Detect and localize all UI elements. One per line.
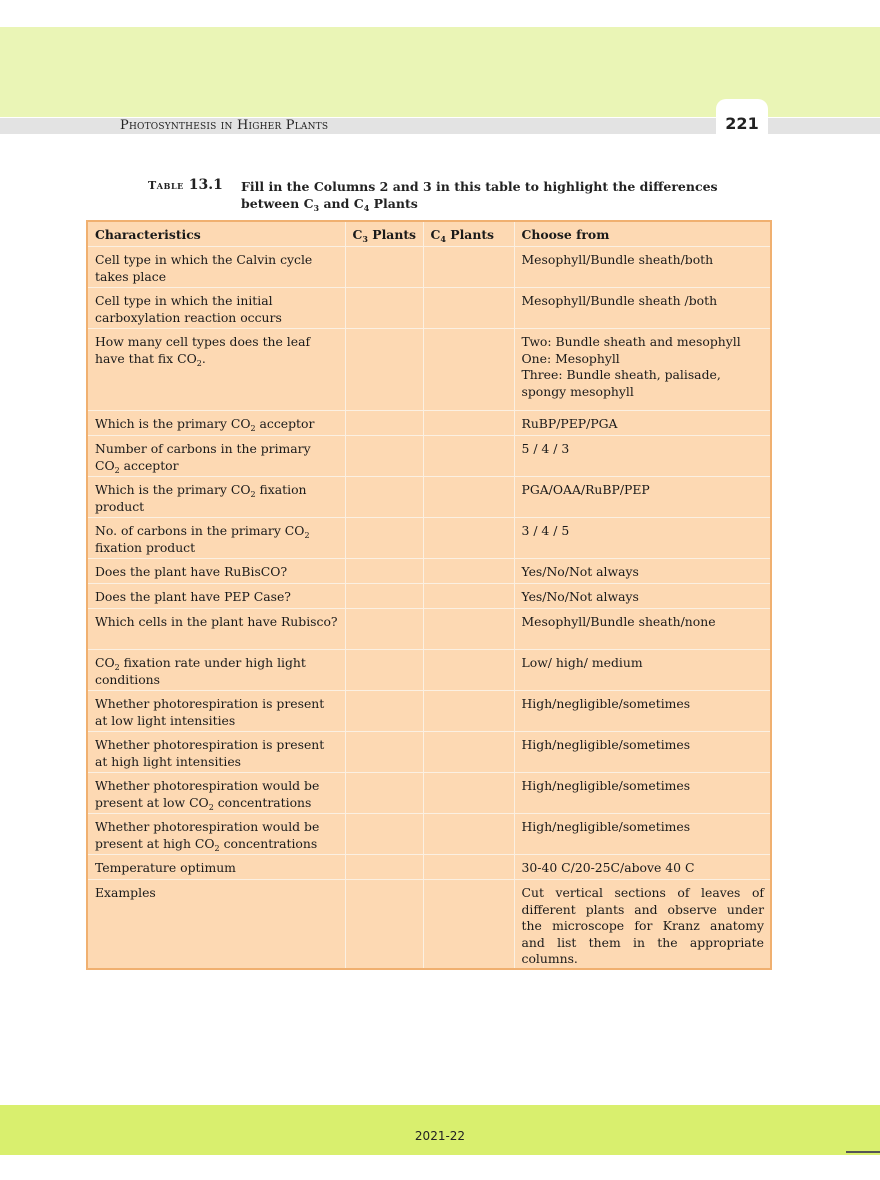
cell-c4-plants: [423, 436, 514, 477]
cell-choose-from: RuBP/PEP/PGA: [514, 411, 771, 436]
table-label-word: Table: [148, 179, 184, 192]
table-row: [87, 436, 771, 477]
cell-c4-plants: [423, 814, 514, 855]
cell-c4-plants: [423, 329, 514, 411]
cell-characteristic: $CO_2$ fixation rate under high light conditions: [87, 650, 345, 691]
table-row: [87, 650, 771, 691]
cell-c4-plants: [423, 288, 514, 329]
cell-characteristic: Which cells in the plant have Rubisco?: [87, 609, 345, 650]
cell-c4-plants: [423, 609, 514, 650]
header-c4-plants: $C_4$ Plants: [423, 221, 514, 247]
header-c3-plants: $C_3$ Plants: [345, 221, 423, 247]
cell-choose-from: Two: Bundle sheath and mesophyll One: Mesophyll Three: Bundle sheath, palisade, spongy mesophyll: [514, 329, 771, 411]
cell-c3-plants: [345, 650, 423, 691]
cell-c4-plants: [423, 584, 514, 609]
cell-characteristic: Number of carbons in the primary $CO_2$ acceptor: [87, 436, 345, 477]
cell-c3-plants: [345, 411, 423, 436]
table-row: [87, 477, 771, 518]
cell-choose-from: PGA/OAA/RuBP/PEP: [514, 477, 771, 518]
cell-choose-from: Yes/No/Not always: [514, 559, 771, 584]
cell-c3-plants: [345, 559, 423, 584]
cell-choose-from: High/negligible/sometimes: [514, 773, 771, 814]
table-caption-text: Fill in the Columns 2 and 3 in this table to highlight the differences between $C_3$ and $C_4$ Plants: [241, 179, 718, 213]
cell-choose-from: High/negligible/sometimes: [514, 691, 771, 732]
cell-c3-plants: [345, 814, 423, 855]
cell-characteristic: Does the plant have PEP Case?: [87, 584, 345, 609]
table-row: [87, 288, 771, 329]
cell-choose-from: Mesophyll/Bundle sheath /both: [514, 288, 771, 329]
cell-characteristic: How many cell types does the leaf have that fix $CO_2$.: [87, 329, 345, 411]
cell-choose-from: 5 / 4 / 3: [514, 436, 771, 477]
cell-c3-plants: [345, 609, 423, 650]
cell-c3-plants: [345, 880, 423, 970]
footer-rule: [846, 1151, 880, 1153]
cell-characteristic: Temperature optimum: [87, 855, 345, 880]
cell-c3-plants: [345, 855, 423, 880]
cell-characteristic: Whether photorespiration would be present at low $CO_2$ concentrations: [87, 773, 345, 814]
cell-c4-plants: [423, 411, 514, 436]
cell-characteristic: Whether photorespiration is present at high light intensities: [87, 732, 345, 773]
cell-c3-plants: [345, 773, 423, 814]
cell-choose-from: 30-40 C/20-25C/above 40 C: [514, 855, 771, 880]
table-row: [87, 559, 771, 584]
cell-c4-plants: [423, 518, 514, 559]
table-row: [87, 732, 771, 773]
cell-c4-plants: [423, 732, 514, 773]
cell-c3-plants: [345, 436, 423, 477]
page-number: 221: [725, 114, 759, 133]
cell-characteristic: Which is the primary $CO_2$ fixation product: [87, 477, 345, 518]
cell-c3-plants: [345, 518, 423, 559]
table-row: [87, 814, 771, 855]
cell-choose-from: Mesophyll/Bundle sheath/none: [514, 609, 771, 650]
cell-c4-plants: [423, 477, 514, 518]
cell-c4-plants: [423, 691, 514, 732]
cell-characteristic: Whether photorespiration is present at low light intensities: [87, 691, 345, 732]
table-row: [87, 329, 771, 411]
table-row: [87, 247, 771, 288]
cell-characteristic: Which is the primary $CO_2$ acceptor: [87, 411, 345, 436]
cell-characteristic: No. of carbons in the primary $CO_2$ fixation product: [87, 518, 345, 559]
table-label: [148, 177, 223, 193]
cell-choose-from: Low/ high/ medium: [514, 650, 771, 691]
cell-c3-plants: [345, 691, 423, 732]
table-label-number: 13.1: [188, 177, 223, 193]
cell-characteristic: Does the plant have RuBisCO?: [87, 559, 345, 584]
running-head: Photosynthesis in Higher Plants: [120, 118, 329, 133]
cell-c4-plants: [423, 855, 514, 880]
cell-c4-plants: [423, 247, 514, 288]
cell-choose-from: 3 / 4 / 5: [514, 518, 771, 559]
cell-c3-plants: [345, 288, 423, 329]
table-row: [87, 411, 771, 436]
cell-c3-plants: [345, 247, 423, 288]
footer-year: 2021-22: [414, 1129, 466, 1143]
table-row: [87, 518, 771, 559]
cell-characteristic: Examples: [87, 880, 345, 970]
comparison-table: [86, 220, 772, 970]
cell-c4-plants: [423, 880, 514, 970]
table-row: [87, 584, 771, 609]
cell-characteristic: Whether photorespiration would be present at high $CO_2$ concentrations: [87, 814, 345, 855]
cell-c4-plants: [423, 559, 514, 584]
table-row: [87, 691, 771, 732]
cell-c3-plants: [345, 329, 423, 411]
cell-c3-plants: [345, 477, 423, 518]
header-choose-from: Choose from: [514, 221, 771, 247]
cell-choose-from: Yes/No/Not always: [514, 584, 771, 609]
cell-choose-from: Cut vertical sections of leaves of different plants and observe under the microscope for Kranz anatomy and list them in the appropriate columns.: [514, 880, 771, 970]
cell-c3-plants: [345, 732, 423, 773]
table-header-row: [87, 221, 771, 247]
cell-characteristic: Cell type in which the initial carboxylation reaction occurs: [87, 288, 345, 329]
table-body: [87, 247, 771, 970]
cell-c3-plants: [345, 584, 423, 609]
comparison-table-wrapper: [86, 220, 770, 970]
table-row: [87, 880, 771, 970]
table-row: [87, 609, 771, 650]
cell-choose-from: High/negligible/sometimes: [514, 814, 771, 855]
cell-choose-from: High/negligible/sometimes: [514, 732, 771, 773]
header-characteristics: Characteristics: [87, 221, 345, 247]
cell-characteristic: Cell type in which the Calvin cycle takes place: [87, 247, 345, 288]
cell-c4-plants: [423, 773, 514, 814]
cell-c4-plants: [423, 650, 514, 691]
table-row: [87, 773, 771, 814]
cell-choose-from: Mesophyll/Bundle sheath/both: [514, 247, 771, 288]
table-row: [87, 855, 771, 880]
